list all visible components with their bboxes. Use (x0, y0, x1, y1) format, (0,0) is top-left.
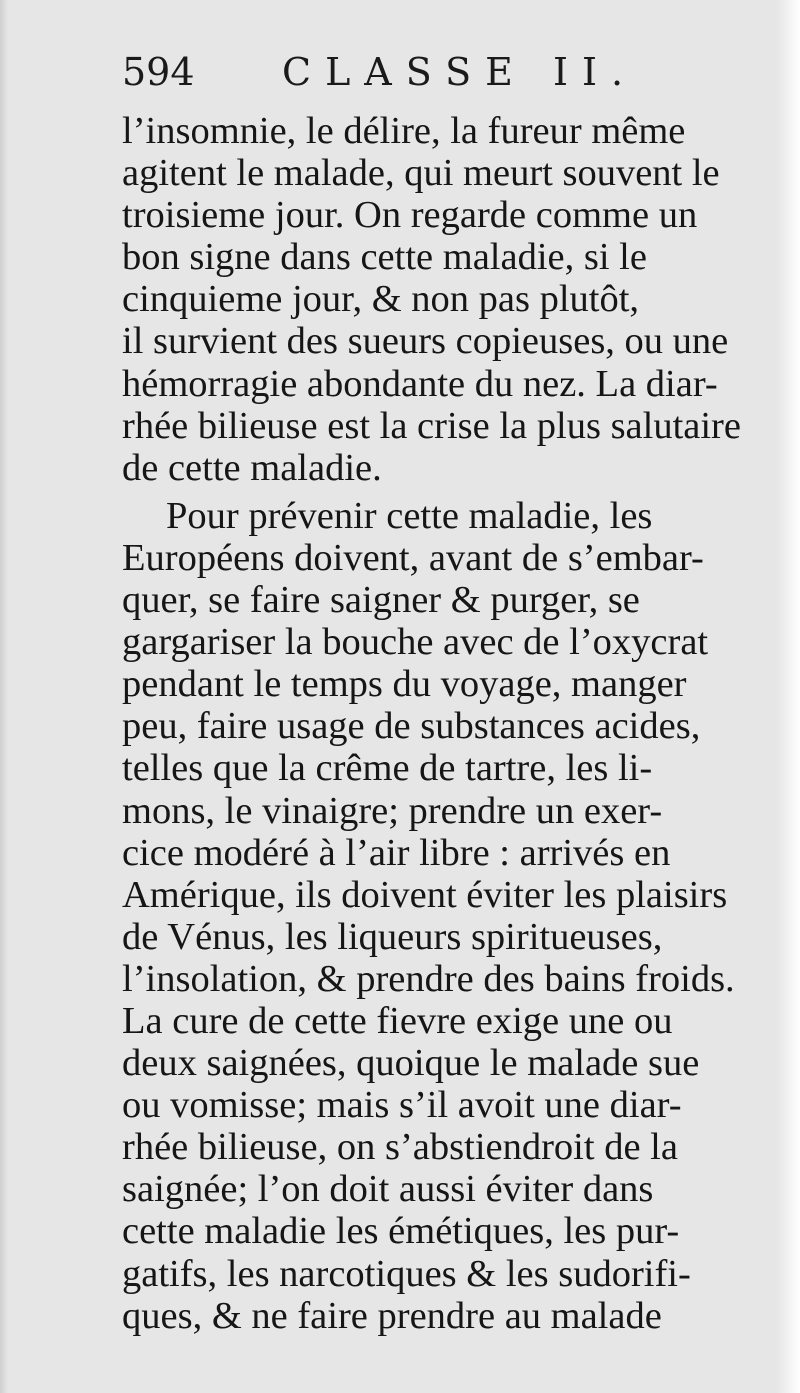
text-line: cinquieme jour, & non pas plutôt, (122, 278, 640, 321)
text-line: pendant le temps du voyage, manger (122, 663, 687, 706)
text-line: rhée bilieuse, on s’abstiendroit de la (122, 1126, 678, 1169)
text-line: bon signe dans cette maladie, si le (122, 236, 647, 279)
body-text (122, 110, 762, 1337)
text-line: il survient des sueurs copieuses, ou une (122, 320, 729, 363)
text-line: hémorragie abondante du nez. La diar- (122, 362, 718, 405)
text-line: deux saignées, quoique le malade sue (122, 1042, 700, 1085)
text-line: peu, faire usage de substances acides, (122, 705, 701, 748)
text-line: l’insomnie, le délire, la fureur même (122, 110, 686, 152)
page-header (122, 50, 762, 100)
text-line: troisieme jour. On regarde comme un (122, 194, 698, 237)
text-line: ou vomisse; mais s’il avoit une diar- (122, 1084, 682, 1127)
running-head: CLASSE II. (282, 50, 638, 94)
text-line: rhée bilieuse est la crise la plus salutaire (122, 404, 741, 447)
text-line: gargariser la bouche avec de l’oxycrat (122, 621, 709, 664)
text-line: l’insolation, & prendre des bains froids. (122, 957, 735, 1000)
text-line: saignée; l’on doit aussi éviter dans (122, 1168, 654, 1211)
text-line: mons, le vinaigre; prendre un exer- (122, 789, 663, 832)
text-line: La cure de cette fievre exige une ou (122, 999, 673, 1042)
page-number: 594 (122, 50, 195, 94)
text-line: agitent le malade, qui meurt souvent le (122, 152, 720, 195)
text-line: telles que la crême de tartre, les li- (122, 747, 653, 790)
text-line: Amérique, ils doivent éviter les plaisirs (122, 873, 728, 916)
text-line: Européens doivent, avant de s’embar- (122, 536, 704, 579)
page-gutter-shadow (0, 0, 8, 1393)
text-line: Pour prévenir cette maladie, les (166, 494, 653, 537)
text-line: cice modéré à l’air libre : arrivés en (122, 831, 671, 874)
text-line: de cette maladie. (122, 446, 382, 489)
text-line: gatifs, les narcotiques & les sudorifi- (122, 1252, 691, 1295)
page-edge-highlight (776, 0, 800, 1393)
text-line: de Vénus, les liqueurs spiritueuses, (122, 915, 663, 958)
text-line: quer, se faire saigner & purger, se (122, 579, 640, 622)
text-line: cette maladie les émétiques, les pur- (122, 1210, 680, 1253)
text-line: ques, & ne faire prendre au malade (122, 1294, 662, 1337)
